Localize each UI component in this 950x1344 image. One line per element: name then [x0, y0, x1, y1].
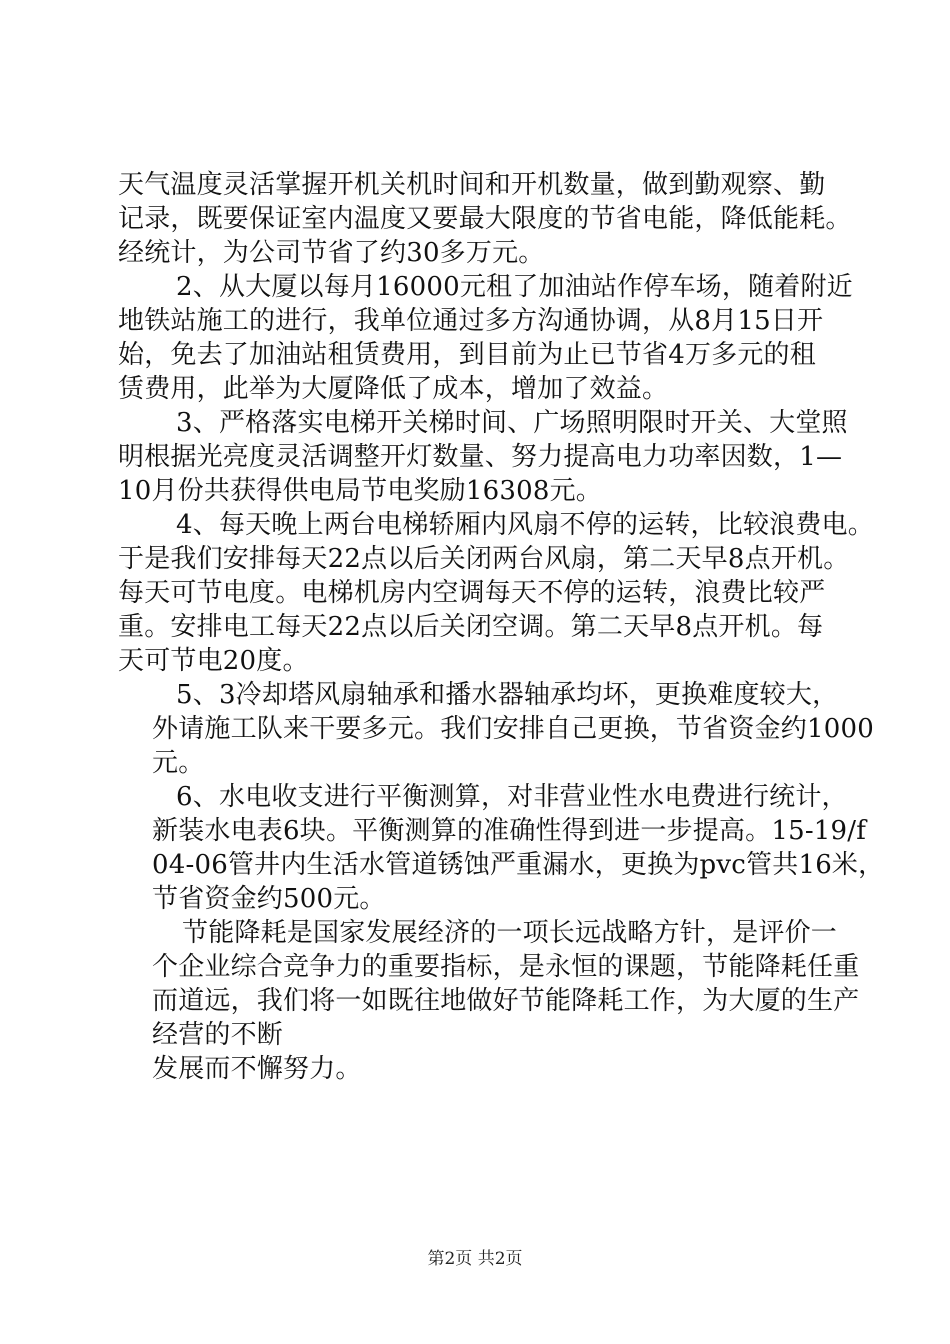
text-line: 5、3冷却塔风扇轴承和播水器轴承均坏，更换难度较大，	[176, 680, 839, 710]
text-line: 2、从大厦以每月16000元租了加油站作停车场，随着附近	[176, 272, 853, 302]
text-line: 天可节电20度。	[118, 646, 309, 676]
text-line: 地铁站施工的进行，我单位通过多方沟通协调，从8月15日开	[118, 306, 824, 336]
text-line: 10月份共获得供电局节电奖励16308元。	[118, 476, 602, 506]
text-line: 经统计，为公司节省了约30多万元。	[118, 238, 545, 268]
text-line: 3、严格落实电梯开关梯时间、广场照明限时开关、大堂照	[176, 408, 848, 438]
text-line: 节能降耗是国家发展经济的一项长远战略方针，是评价一	[182, 918, 838, 948]
text-line: 发展而不懈努力。	[152, 1054, 362, 1084]
text-line: 4、每天晚上两台电梯轿厢内风扇不停的运转，比较浪费电。	[176, 510, 874, 540]
text-line: 天气温度灵活掌握开机关机时间和开机数量，做到勤观察、勤	[118, 170, 826, 200]
text-line: 6、水电收支进行平衡测算，对非营业性水电费进行统计，	[176, 782, 848, 812]
text-line: 个企业综合竞争力的重要指标，是永恒的课题，节能降耗任重	[152, 952, 860, 982]
text-line: 经营的不断	[152, 1020, 284, 1050]
text-line: 而道远，我们将一如既往地做好节能降耗工作，为大厦的生产	[152, 986, 860, 1016]
text-line: 04-06管井内生活水管道锈蚀严重漏水，更换为pvc管共16米，	[152, 850, 885, 880]
text-line: 始，免去了加油站租赁费用，到目前为止已节省4万多元的租	[118, 340, 816, 370]
text-line: 每天可节电度。电梯机房内空调每天不停的运转，浪费比较严	[118, 578, 826, 608]
text-line: 于是我们安排每天22点以后关闭两台风扇，第二天早8点开机。	[118, 544, 850, 574]
text-line: 节省资金约500元。	[152, 884, 386, 914]
page-number-footer: 第2页 共2页	[427, 1249, 523, 1269]
text-line: 赁费用，此举为大厦降低了成本，增加了效益。	[118, 374, 669, 404]
text-line: 新装水电表6块。平衡测算的准确性得到进一步提高。15-19/f	[152, 816, 867, 846]
document-body	[118, 168, 885, 1086]
text-line: 重。安排电工每天22点以后关闭空调。第二天早8点开机。每	[118, 612, 824, 642]
text-line: 明根据光亮度灵活调整开灯数量、努力提高电力功率因数，1—	[118, 442, 843, 472]
text-line: 元。	[152, 748, 205, 778]
text-line: 记录，既要保证室内温度又要最大限度的节省电能，降低能耗。	[118, 204, 852, 234]
text-line: 外请施工队来干要多元。我们安排自己更换，节省资金约1000	[152, 714, 874, 744]
